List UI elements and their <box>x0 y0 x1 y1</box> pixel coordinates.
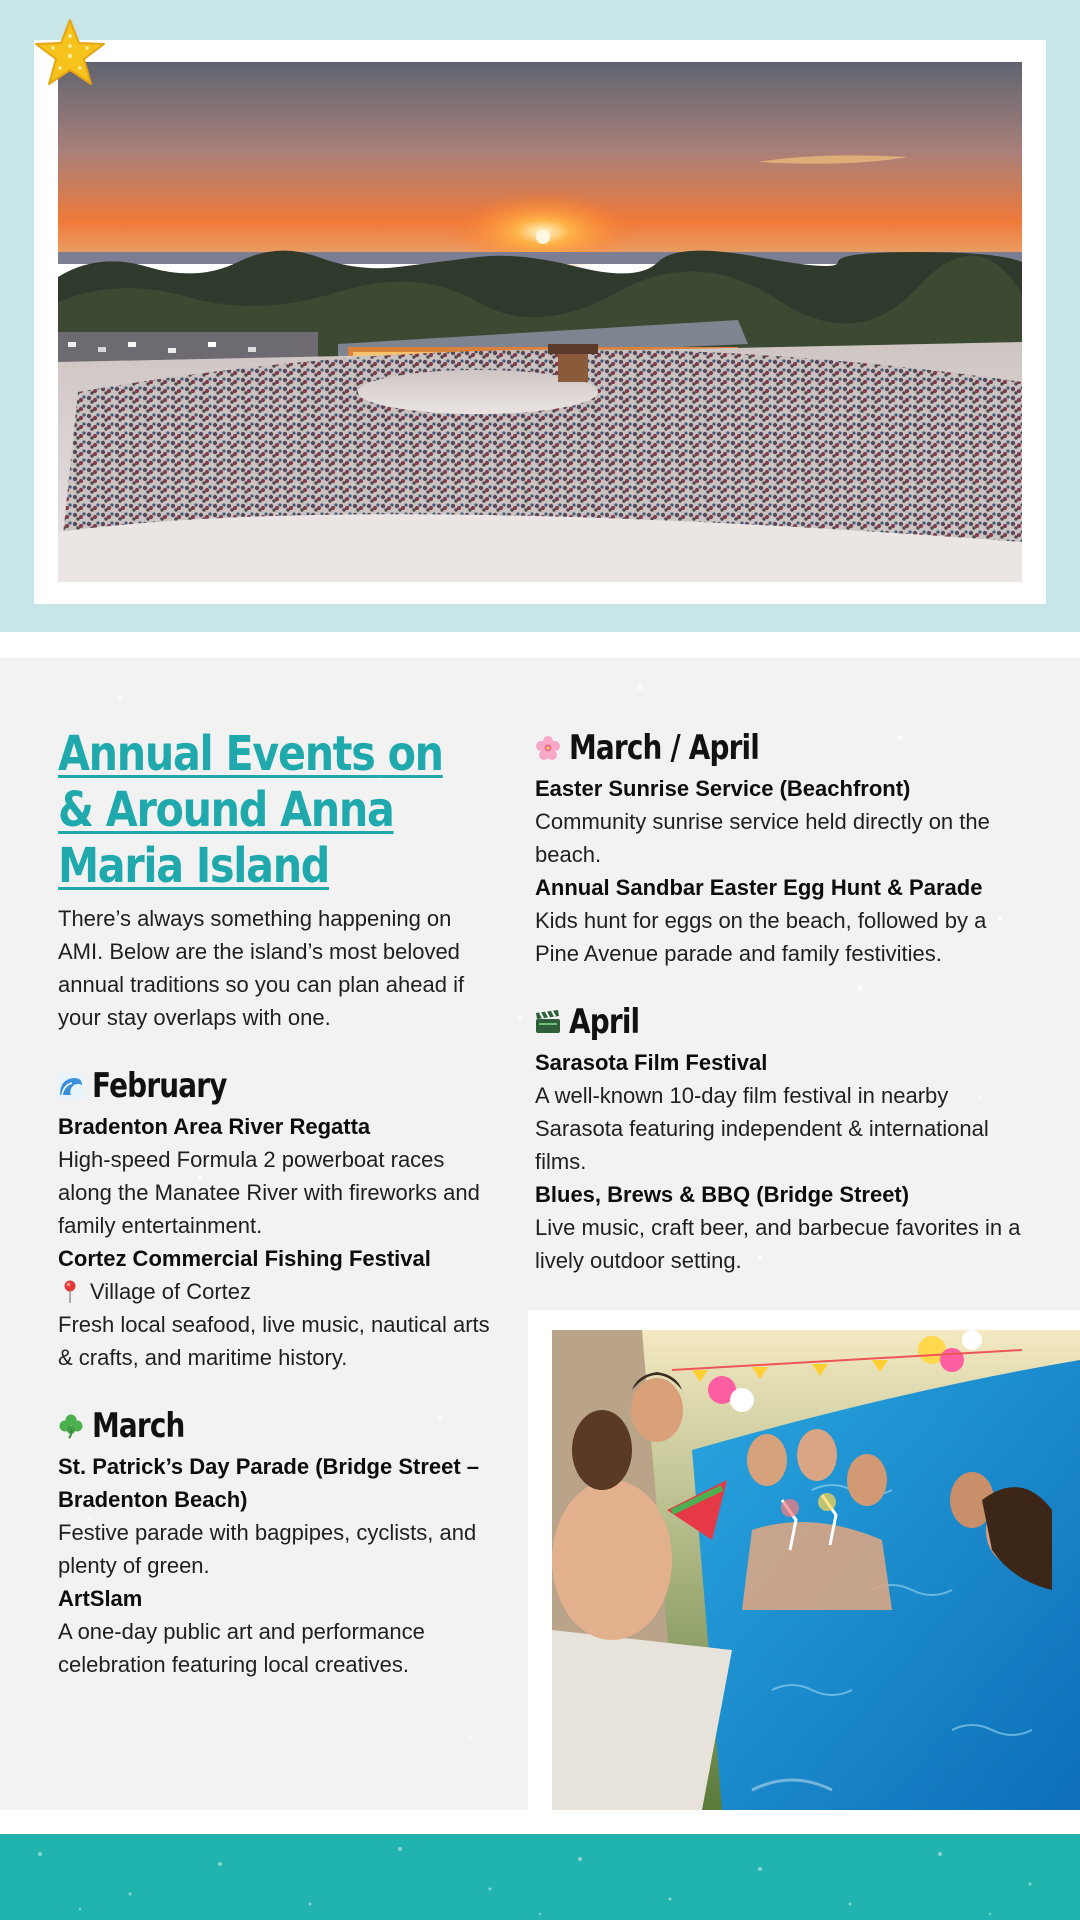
month-name: March <box>92 1406 185 1446</box>
event-title: Easter Sunrise Service (Beachfront) <box>535 776 911 801</box>
blossom-icon <box>535 735 561 761</box>
page-title-link[interactable]: Annual Events on & Around Anna Maria Island <box>58 726 443 894</box>
footer-texture <box>0 1834 1080 1920</box>
event-title: Annual Sandbar Easter Egg Hunt & Parade <box>535 875 983 900</box>
event-title: ArtSlam <box>58 1586 143 1611</box>
event-title: Sarasota Film Festival <box>535 1050 768 1075</box>
footer-band <box>0 1834 1080 1920</box>
month-name: February <box>92 1066 227 1106</box>
event-location-text: Village of Cortez <box>90 1279 252 1304</box>
month-heading-march <box>58 1404 498 1448</box>
month-heading-march-april <box>535 726 1035 770</box>
event-description: High-speed Formula 2 powerboat races along the Manatee River with fireworks and family entertainment. <box>58 1147 480 1238</box>
event-description: Festive parade with bagpipes, cyclists, and plenty of green. <box>58 1520 477 1578</box>
event-title: St. Patrick’s Day Parade (Bridge Street – Bradenton Beach) <box>58 1454 480 1512</box>
event-description: Fresh local seafood, live music, nautical arts & crafts, and maritime history. <box>58 1312 490 1370</box>
wave-icon <box>58 1073 84 1099</box>
month-name: April <box>569 1002 640 1042</box>
event-title: Bradenton Area River Regatta <box>58 1114 371 1139</box>
events-left-column <box>58 726 498 1681</box>
event-location <box>58 1275 498 1308</box>
intro-paragraph: There’s always something happening on AMI. Below are the island’s most beloved annual traditions so you can plan ahead if your stay overlaps with one. <box>58 906 465 1030</box>
hero-photo-beach-sunset-crowd <box>58 62 1022 582</box>
shamrock-icon <box>58 1413 84 1439</box>
pool-party-photo <box>552 1330 1080 1810</box>
map-pin-icon <box>62 1280 78 1304</box>
month-name: March / April <box>569 728 760 768</box>
event-title: Cortez Commercial Fishing Festival <box>58 1246 431 1271</box>
month-heading-april <box>535 1000 1035 1044</box>
month-heading-february <box>58 1064 498 1108</box>
event-description: Community sunrise service held directly on the beach. <box>535 809 990 867</box>
event-description: Live music, craft beer, and barbecue favorites in a lively outdoor setting. <box>535 1215 1021 1273</box>
event-title: Blues, Brews & BBQ (Bridge Street) <box>535 1182 910 1207</box>
starfish-icon <box>32 16 108 92</box>
event-description: A well-known 10-day film festival in nearby Sarasota featuring independent & international films. <box>535 1083 989 1174</box>
event-description: Kids hunt for eggs on the beach, followed by a Pine Avenue parade and family festivities. <box>535 908 987 966</box>
clapperboard-icon <box>535 1009 561 1035</box>
events-right-column <box>535 726 1035 1277</box>
event-description: A one-day public art and performance celebration featuring local creatives. <box>58 1619 425 1677</box>
